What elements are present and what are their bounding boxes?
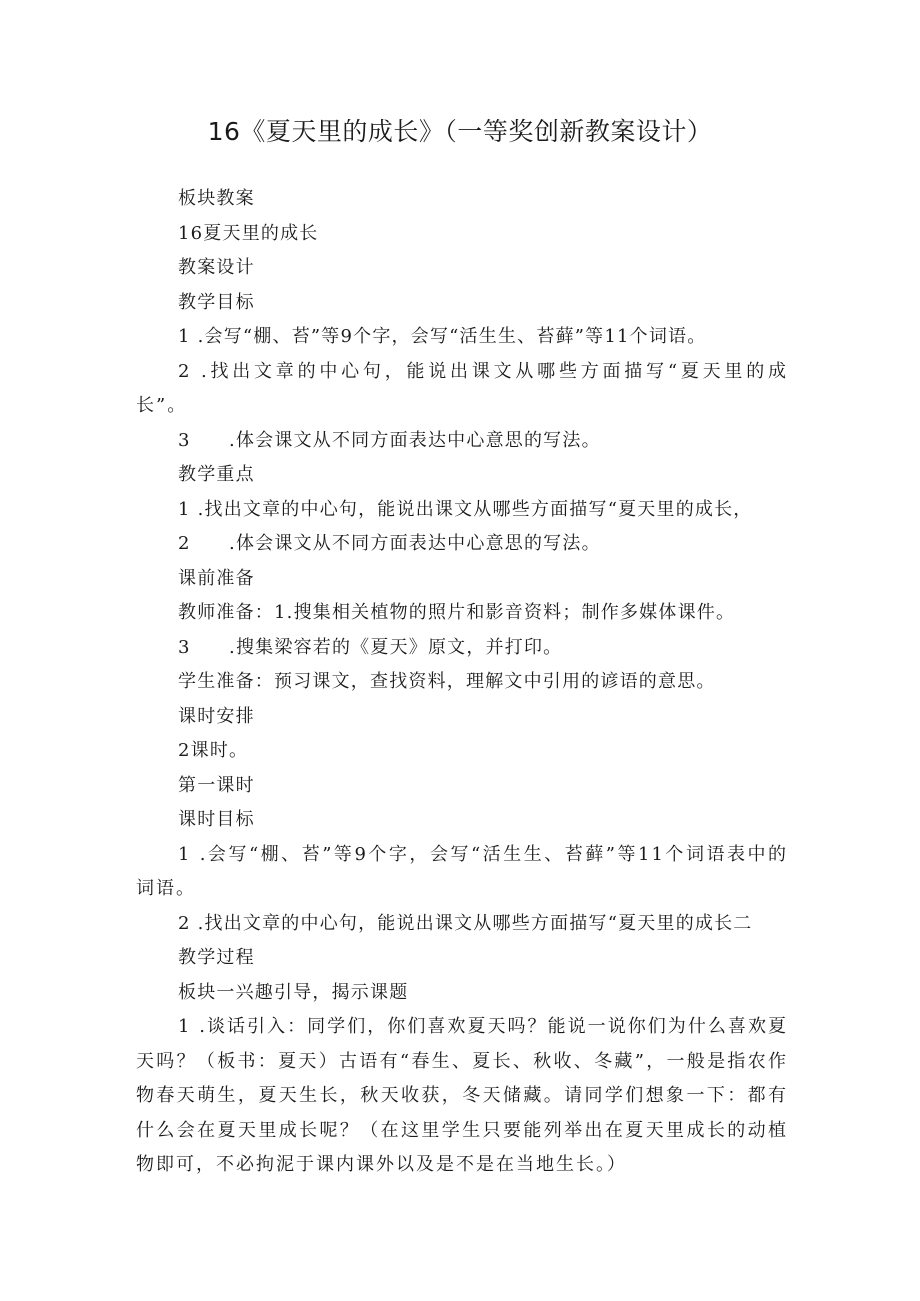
paragraph: 1 .谈话引入：同学们，你们喜欢夏天吗？能说一说你们为什么喜欢夏天吗？（板书：夏天）古语有“春生、夏长、秋收、冬藏”，一般是指农作物春天萌生，夏天生长，秋天收获，冬天储藏。请同学们想象一下：都有什么会在夏天里成长呢？（在这里学生只要能列举出在夏天里成长的动植物即可，不必拘泥于课内课外以及是不是在当地生长。）: [136, 1016, 788, 1175]
paragraph: 板块教案: [178, 188, 255, 209]
paragraph: 课时目标: [178, 809, 255, 830]
paragraph: 1 .会写“棚、苔”等9个字，会写“活生生、苔藓”等11个词语表中的词语。: [136, 843, 788, 899]
paragraph: 2课时。: [178, 740, 249, 761]
paragraph: 教学重点: [178, 464, 255, 485]
paragraph: 1 .找出文章的中心句，能说出课文从哪些方面描写“夏天里的成长，: [178, 498, 753, 520]
paragraph: 教学目标: [178, 291, 255, 313]
paragraph: 板块一兴趣引导，揭示课题: [178, 981, 409, 1003]
paragraph: 1 .会写“棚、苔”等9个字，会写“活生生、苔藓”等11个词语。: [178, 326, 707, 347]
paragraph: 2 .体会课文从不同方面表达中心意思的写法。: [178, 533, 601, 554]
document-body: [136, 182, 788, 1183]
paragraph: 2 .找出文章的中心句，能说出课文从哪些方面描写“夏天里的成长二: [178, 912, 753, 934]
paragraph: 第一课时: [178, 774, 255, 796]
paragraph: 2 .找出文章的中心句，能说出课文从哪些方面描写“夏天里的成长”。: [136, 360, 788, 416]
paragraph: 学生准备：预习课文，查找资料，理解文中引用的谚语的意思。: [178, 671, 716, 692]
paragraph: 教学过程: [178, 947, 255, 968]
paragraph: 16夏天里的成长: [178, 222, 319, 244]
document-title: 16《夏天里的成长》（一等奖创新教案设计）: [207, 117, 713, 146]
paragraph: 教案设计: [178, 257, 255, 278]
paragraph: 课前准备: [178, 567, 255, 589]
paragraph: 3 .搜集梁容若的《夏天》原文，并打印。: [178, 636, 563, 658]
paragraph: 3 .体会课文从不同方面表达中心意思的写法。: [178, 429, 601, 451]
paragraph: 教师准备：1.搜集相关植物的照片和影音资料；制作多媒体课件。: [178, 602, 736, 623]
paragraph: 课时安排: [178, 705, 255, 727]
